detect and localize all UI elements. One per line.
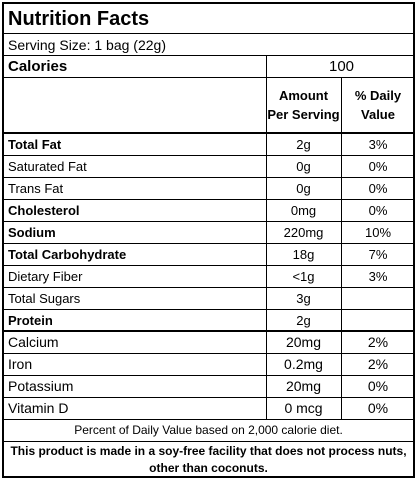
nutrient-amount: 0g — [296, 159, 311, 174]
serving-size: Serving Size: 1 bag (22g) — [4, 34, 413, 56]
nutrient-daily-value: 0% — [368, 203, 388, 218]
allergen-statement: This product is made in a soy-free facility that does not process nuts, other than coconuts. — [10, 444, 407, 475]
nutrient-name: Total Fat — [8, 137, 62, 152]
nutrient-row — [4, 376, 413, 398]
nutrient-amount: <1g — [292, 269, 315, 284]
label-title: Nutrition Facts — [4, 4, 413, 34]
nutrient-amount: 2g — [296, 313, 311, 328]
nutrient-daily-value: 0% — [367, 378, 389, 394]
column-divider — [341, 288, 342, 309]
header-dv-line1: % Daily — [354, 88, 402, 103]
daily-value-footnote: Percent of Daily Value based on 2,000 calorie diet. — [4, 420, 413, 442]
nutrient-row — [4, 244, 413, 266]
nutrient-row — [4, 156, 413, 178]
nutrient-amount: 0 mcg — [284, 400, 323, 416]
nutrient-row — [4, 332, 413, 354]
nutrient-row — [4, 178, 413, 200]
nutrient-name: Iron — [8, 356, 33, 372]
nutrient-row — [4, 354, 413, 376]
nutrient-row — [4, 288, 413, 310]
nutrient-name: Calcium — [8, 334, 59, 350]
nutrient-name: Saturated Fat — [8, 159, 87, 174]
nutrient-row — [4, 398, 413, 420]
nutrient-name: Cholesterol — [8, 203, 80, 218]
nutrient-amount: 0.2mg — [284, 356, 323, 372]
nutrient-name: Potassium — [8, 378, 74, 394]
nutrient-row — [4, 134, 413, 156]
header-dv-line2: Value — [361, 107, 395, 122]
nutrient-row — [4, 266, 413, 288]
nutrient-row — [4, 222, 413, 244]
header-amount-per-serving — [266, 86, 341, 124]
nutrient-daily-value: 0% — [368, 181, 388, 196]
nutrient-name: Total Carbohydrate — [8, 247, 127, 262]
nutrient-name: Dietary Fiber — [8, 269, 83, 284]
nutrient-daily-value: 3% — [368, 269, 388, 284]
nutrient-daily-value: 0% — [367, 400, 389, 416]
header-amount-line2: Per Serving — [267, 107, 340, 122]
nutrient-name: Trans Fat — [8, 181, 64, 196]
nutrient-amount: 3g — [296, 291, 311, 306]
nutrient-amount: 18g — [292, 247, 315, 262]
header-amount-line1: Amount — [278, 88, 329, 103]
nutrient-name: Protein — [8, 313, 53, 328]
nutrition-facts-label — [2, 2, 415, 478]
calories-value: 100 — [266, 56, 416, 77]
nutrient-daily-value: 10% — [364, 225, 392, 240]
nutrient-daily-value: 7% — [368, 247, 388, 262]
nutrient-amount: 220mg — [283, 225, 324, 240]
nutrient-amount: 20mg — [285, 378, 322, 394]
calories-label: Calories — [8, 58, 68, 75]
nutrient-amount: 20mg — [285, 334, 322, 350]
nutrient-daily-value: 2% — [367, 356, 389, 372]
nutrient-daily-value: 0% — [368, 159, 388, 174]
nutrient-amount: 2g — [296, 137, 311, 152]
nutrient-row — [4, 200, 413, 222]
nutrient-amount: 0g — [296, 181, 311, 196]
nutrient-name: Total Sugars — [8, 291, 81, 306]
nutrient-name: Sodium — [8, 225, 56, 240]
nutrient-daily-value: 2% — [367, 334, 389, 350]
nutrient-name: Vitamin D — [8, 400, 69, 416]
nutrient-amount: 0mg — [290, 203, 317, 218]
table-header — [4, 78, 413, 134]
column-divider — [341, 310, 342, 330]
nutrient-daily-value: 3% — [368, 137, 388, 152]
calories-row — [4, 56, 413, 78]
nutrient-row — [4, 310, 413, 332]
header-daily-value — [341, 86, 415, 124]
